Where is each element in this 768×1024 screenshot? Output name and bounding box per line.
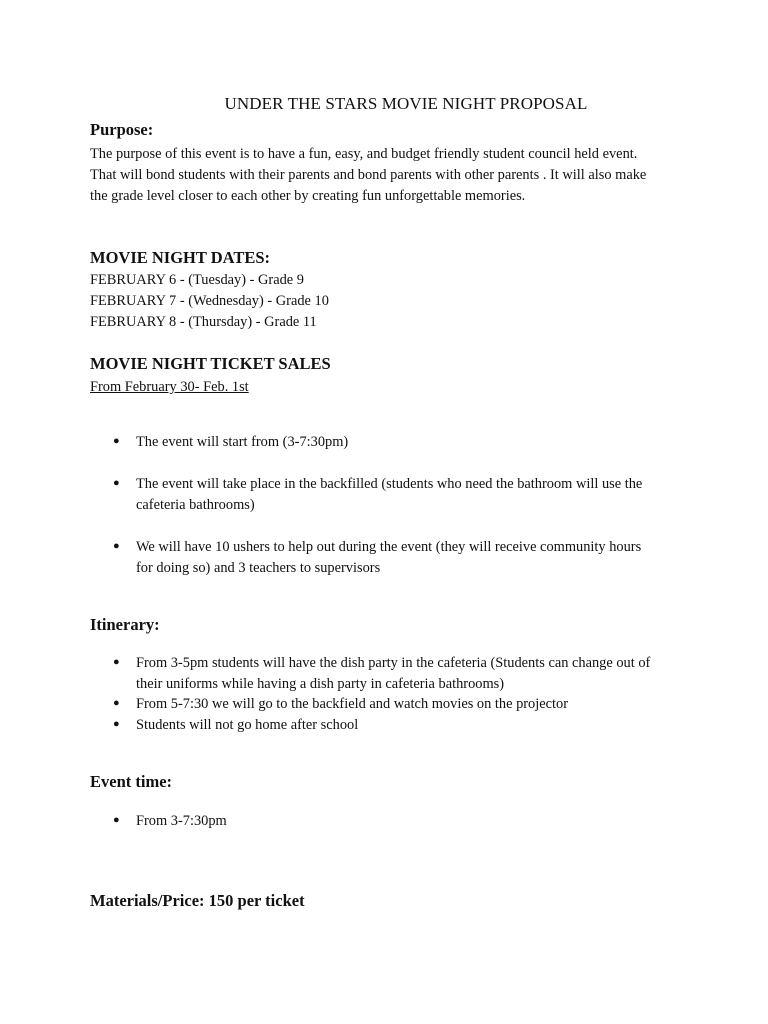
tickets-bullet-3-line-1: We will have 10 ushers to help out during the event (they will receive community hours — [136, 539, 642, 555]
dates-heading: MOVIE NIGHT DATES: — [90, 248, 271, 267]
bullet-icon: ● — [113, 656, 120, 668]
itinerary-bullet-2-line-1: From 5-7:30 we will go to the backfield and watch movies on the projector — [136, 696, 569, 712]
event-time-heading: Event time: — [90, 772, 173, 791]
date-line-3: FEBRUARY 8 - (Thursday) - Grade 11 — [90, 314, 317, 330]
date-line-2: FEBRUARY 7 - (Wednesday) - Grade 10 — [90, 293, 329, 309]
purpose-line-2: That will bond students with their parents and bond parents with other parents . It will also make — [90, 167, 647, 183]
tickets-subheading: From February 30- Feb. 1st — [90, 379, 249, 395]
materials-heading: Materials/Price: 150 per ticket — [90, 891, 305, 910]
bullet-icon: ● — [113, 477, 120, 489]
bullet-icon: ● — [113, 540, 120, 552]
purpose-heading: Purpose: — [90, 120, 154, 139]
tickets-bullet-1-line-1: The event will start from (3-7:30pm) — [136, 434, 349, 450]
bullet-icon: ● — [113, 697, 120, 709]
date-line-1: FEBRUARY 6 - (Tuesday) - Grade 9 — [90, 272, 304, 288]
tickets-bullet-2-line-2: cafeteria bathrooms) — [136, 497, 255, 513]
tickets-heading: MOVIE NIGHT TICKET SALES — [90, 354, 331, 373]
tickets-bullet-3-line-2: for doing so) and 3 teachers to supervisors — [136, 560, 381, 576]
event-time-bullet-1: From 3-7:30pm — [136, 813, 227, 829]
document-title: UNDER THE STARS MOVIE NIGHT PROPOSAL — [224, 94, 588, 113]
purpose-line-1: The purpose of this event is to have a fun, easy, and budget friendly student council held event. — [90, 146, 638, 162]
bullet-icon: ● — [113, 718, 120, 730]
bullet-icon: ● — [113, 435, 120, 447]
itinerary-bullet-1-line-2: their uniforms while having a dish party in cafeteria bathrooms) — [136, 676, 505, 692]
itinerary-bullet-3-line-1: Students will not go home after school — [136, 717, 359, 733]
tickets-bullet-2-line-1: The event will take place in the backfilled (students who need the bathroom will use the — [136, 476, 643, 492]
itinerary-heading: Itinerary: — [90, 615, 160, 634]
itinerary-bullet-1-line-1: From 3-5pm students will have the dish party in the cafeteria (Students can change out of — [136, 655, 651, 671]
bullet-icon: ● — [113, 814, 120, 826]
purpose-line-3: the grade level closer to each other by creating fun unforgettable memories. — [90, 188, 526, 204]
